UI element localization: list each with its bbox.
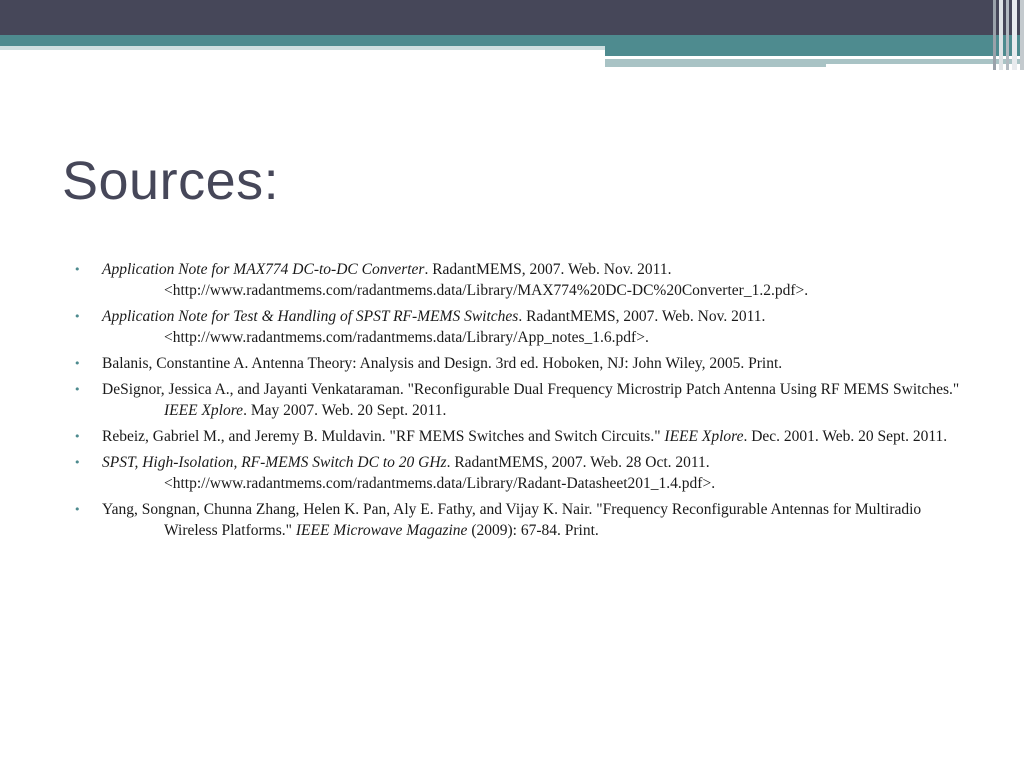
reference-journal: IEEE Xplore [164, 402, 244, 419]
stripe [999, 0, 1003, 70]
reference-details: . May 2007. Web. 20 Sept. 2011. [243, 402, 447, 419]
reference [102, 259, 972, 301]
source-item [72, 259, 972, 301]
reference-title: SPST, High-Isolation, RF-MEMS Switch DC to 20 GHz [102, 454, 447, 471]
bullet-icon: • [74, 456, 81, 469]
stripe [1012, 0, 1018, 70]
reference [102, 379, 972, 421]
bullet-icon: • [74, 310, 81, 323]
reference-details: . Dec. 2001. Web. 20 Sept. 2011. [743, 428, 948, 445]
stripe [1020, 0, 1024, 70]
source-item [72, 379, 972, 421]
header-teal-right-band [605, 46, 1024, 56]
header-light-band [0, 46, 605, 50]
header-dark-band [0, 0, 1024, 35]
sources-list [72, 259, 972, 546]
reference [102, 499, 972, 541]
reference-details: . RadantMEMS, 2007. Web. Nov. 2011. <http://www.radantmems.com/radantmems.data/Library/MAX774%20DC-DC%20Converter_1.2.pdf>. [164, 261, 809, 299]
reference-authors-title: Rebeiz, Gabriel M., and Jeremy B. Muldavin. "RF MEMS Switches and Switch Circuits." [102, 428, 665, 445]
source-item [72, 452, 972, 494]
reference-title: Application Note for MAX774 DC-to-DC Converter [102, 261, 425, 278]
slide-title: Sources: [62, 151, 280, 211]
bullet-icon: • [74, 383, 81, 396]
source-item [72, 499, 972, 541]
reference-details: (2009): 67-84. Print. [467, 522, 599, 539]
source-item [72, 306, 972, 348]
reference-title: Application Note for Test & Handling of SPST RF-MEMS Switches [102, 308, 519, 325]
reference-details: . RadantMEMS, 2007. Web. 28 Oct. 2011. <http://www.radantmems.com/radantmems.data/Library/Radant-Datasheet201_1.4.pdf>. [164, 454, 716, 492]
reference-authors-title: DeSignor, Jessica A., and Jayanti Venkataraman. "Reconfigurable Dual Frequency Microstrip Patch Antenna Using RF MEMS Switches." [102, 381, 960, 398]
header-stripes [990, 0, 1024, 70]
bullet-icon: • [74, 503, 81, 516]
source-item [72, 353, 972, 374]
reference-journal: IEEE Microwave Magazine [295, 522, 468, 539]
stripe [993, 0, 996, 70]
stripe [1006, 0, 1009, 70]
header-teal-band [0, 35, 1024, 46]
reference-journal: IEEE Xplore [664, 428, 744, 445]
reference-authors-title: Yang, Songnan, Chunna Zhang, Helen K. Pan, Aly E. Fathy, and Vijay K. Nair. "Frequency Reconfigurable Antennas for Multiradio Wireless Platforms." [102, 501, 922, 539]
reference: Balanis, Constantine A. Antenna Theory: Analysis and Design. 3rd ed. Hoboken, NJ: John Wiley, 2005. Print. [102, 355, 783, 372]
source-item [72, 426, 972, 447]
bullet-icon: • [74, 357, 81, 370]
reference-details: . RadantMEMS, 2007. Web. Nov. 2011. <http://www.radantmems.com/radantmems.data/Library/App_notes_1.6.pdf>. [164, 308, 766, 346]
bullet-icon: • [74, 263, 81, 276]
reference [102, 452, 972, 494]
bullet-icon: • [74, 430, 81, 443]
reference [102, 426, 972, 447]
reference [102, 306, 972, 348]
